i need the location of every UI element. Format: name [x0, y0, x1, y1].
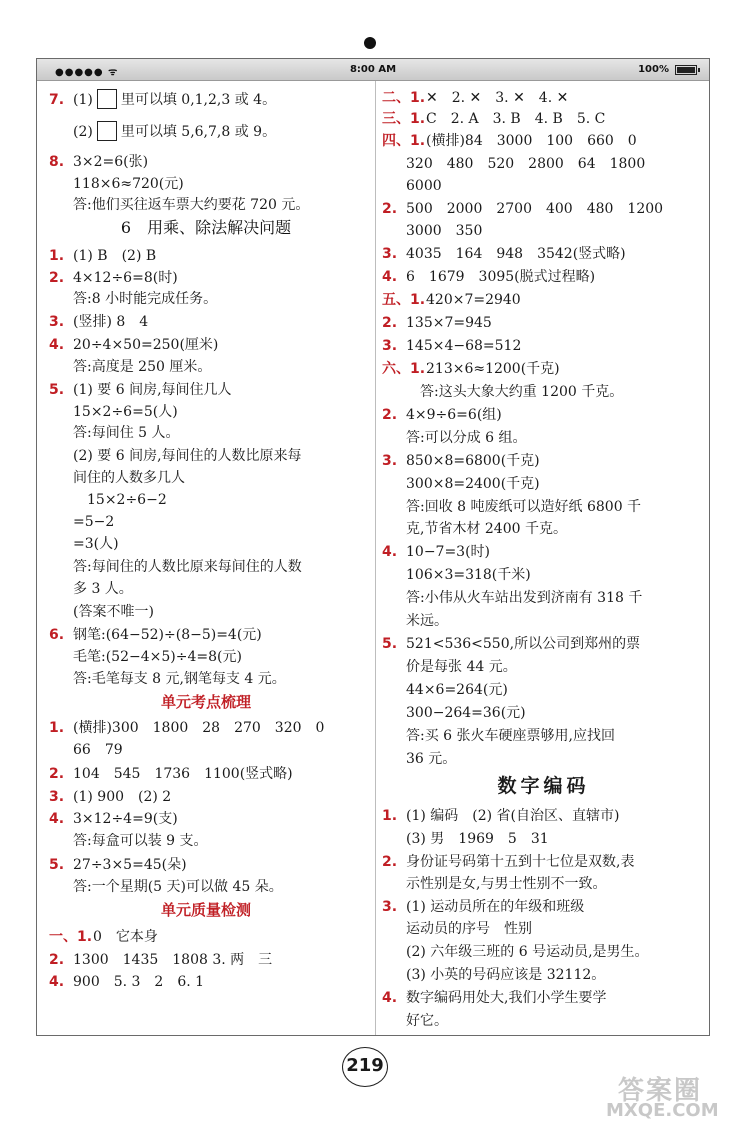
section-heading: 6 用乘、除法解决问题: [120, 218, 292, 237]
answer-text: 0 它本身: [93, 929, 158, 945]
right-answer-line: [376, 775, 710, 797]
question-number: 5.: [382, 636, 398, 652]
question-number: 4.: [382, 544, 398, 560]
answer-text: 运动员的序号 性别: [406, 921, 532, 937]
answer-text: =3(人): [73, 536, 119, 552]
question-number: 4.: [382, 990, 398, 1006]
question-number: 5.: [49, 857, 65, 873]
answer-text: 里可以填 5,6,7,8 或 9。: [120, 124, 277, 140]
answer-text: 身份证号码第十五到十七位是双数,表: [406, 854, 635, 870]
answer-text: 答:回收 8 吨废纸可以造好纸 6800 千: [406, 499, 642, 515]
answer-text: 答:每盒可以装 9 支。: [73, 833, 208, 849]
answer-text: 3×2=6(张): [73, 154, 149, 170]
answer-text: 420×7=2940: [426, 292, 521, 308]
answer-text: 213×6≈1200(千克): [426, 361, 560, 377]
answer-text: 间住的人数多几人: [73, 470, 185, 486]
answer-text: 答:高度是 250 厘米。: [73, 359, 212, 375]
answer-text: 答:一个星期(5 天)可以做 45 朵。: [73, 879, 283, 895]
answer-text: (3) 男 1969 5 31: [406, 831, 549, 847]
question-number: 3.: [382, 246, 398, 262]
answer-text: ✕ 2. ✕ 3. ✕ 4. ✕: [426, 90, 569, 106]
answer-text: (答案不唯一): [73, 604, 154, 620]
answer-text: 答:买 6 张火车硬座票够用,应找回: [406, 728, 615, 744]
answer-text: 1300 1435 1808 3. 两 三: [73, 952, 273, 968]
question-number: 1.: [382, 808, 398, 824]
answer-text: 里可以填 0,1,2,3 或 4。: [120, 92, 277, 108]
answer-text: 答:他们买往返车票大约要花 720 元。: [73, 197, 310, 213]
answer-text: 4×12÷6=8(时): [73, 270, 178, 286]
answer-text: (1) 运动员所在的年级和班级: [406, 899, 585, 915]
answer-text: 3000 350: [406, 223, 483, 239]
watermark-url: MXQE.COM: [606, 1100, 719, 1121]
answer-text: 300×8=2400(千克): [406, 476, 540, 492]
answer-text: 66 79: [73, 742, 123, 758]
answer-text: (竖排) 8 4: [73, 314, 149, 330]
sub-question-label: (2): [73, 124, 93, 140]
status-bar: [37, 59, 709, 81]
answer-text: (横排)84 3000 100 660 0: [426, 133, 637, 149]
question-number: 8.: [49, 154, 65, 170]
answer-text: 900 5. 3 2 6. 1: [73, 974, 205, 990]
question-number: 五、1.: [382, 292, 426, 308]
question-number: 3.: [49, 314, 65, 330]
battery-icon: [675, 65, 697, 75]
answer-text: 15×2÷6=5(人): [73, 404, 178, 420]
question-number: 2.: [382, 407, 398, 423]
answer-text: (1) 要 6 间房,每间住几人: [73, 382, 232, 398]
answer-text: 钢笔:(64−52)÷(8−5)=4(元): [73, 627, 262, 643]
camera-dot: [364, 37, 376, 49]
answer-text: 20÷4×50=250(厘米): [73, 337, 219, 353]
answer-text: 500 2000 2700 400 480 1200: [406, 201, 664, 217]
section-heading: 单元考点梳理: [160, 693, 251, 711]
answer-text: 多 3 人。: [73, 581, 133, 597]
answer-text: C 2. A 3. B 4. B 5. C: [426, 111, 606, 127]
answer-text: 示性别是女,与男士性别不一致。: [406, 876, 607, 892]
answer-text: 3×12÷4=9(支): [73, 811, 178, 827]
answer-text: 答:小伟从火车站出发到济南有 318 千: [406, 590, 643, 606]
answer-text: 44×6=264(元): [406, 682, 508, 698]
status-time: 8:00 AM: [349, 64, 397, 75]
answer-text: 106×3=318(千米): [406, 567, 531, 583]
question-number: 4.: [382, 269, 398, 285]
question-number: 4.: [49, 811, 65, 827]
answer-text: =5−2: [73, 514, 115, 530]
question-number: 2.: [49, 952, 65, 968]
answer-text: 米远。: [406, 613, 448, 629]
answer-text: 6 1679 3095(脱式过程略): [406, 269, 596, 285]
left-answer-line: [37, 217, 375, 239]
left-answer-line: [37, 691, 375, 713]
question-number: 3.: [382, 338, 398, 354]
answer-text: 数字编码用处大,我们小学生要学: [406, 990, 607, 1006]
answer-text: 4035 164 948 3542(竖式略): [406, 246, 626, 262]
answer-text: 118×6≈720(元): [73, 176, 184, 192]
answer-text: 6000: [406, 178, 442, 194]
question-number: 6.: [49, 627, 65, 643]
question-number: 2.: [382, 315, 398, 331]
column-divider: [375, 81, 376, 1035]
answer-text: 4×9÷6=6(组): [406, 407, 502, 423]
signal-indicator: ●●●●● ᯤ: [55, 67, 119, 78]
battery-percent: 100%: [638, 64, 669, 75]
answer-text: (2) 六年级三班的 6 号运动员,是男生。: [406, 944, 649, 960]
answer-text: 15×2÷6−2: [73, 492, 167, 508]
answer-text: 27÷3×5=45(朵): [73, 857, 187, 873]
blank-box: [97, 121, 117, 141]
answer-text: (1) 900 (2) 2: [73, 789, 172, 805]
question-number: 三、1.: [382, 111, 426, 127]
question-number: 2.: [382, 201, 398, 217]
question-number: 3.: [49, 789, 65, 805]
answer-text: 答:每间住 5 人。: [73, 425, 180, 441]
answer-text: 300−264=36(元): [406, 705, 526, 721]
question-number: 7.: [49, 92, 65, 108]
question-number: 3.: [382, 453, 398, 469]
answer-text: 135×7=945: [406, 315, 492, 331]
blank-box: [97, 89, 117, 109]
answer-text: 价是每张 44 元。: [406, 659, 517, 675]
answer-text: 答:8 小时能完成任务。: [73, 291, 218, 307]
answer-text: 毛笔:(52−4×5)÷4=8(元): [73, 649, 242, 665]
page-number: 219: [342, 1047, 388, 1087]
answer-text: (1) 编码 (2) 省(自治区、直辖市): [406, 808, 620, 824]
answer-text: (1) B (2) B: [73, 248, 157, 264]
watermark-logo: 答案圈: [618, 1076, 703, 1106]
question-number: 2.: [49, 766, 65, 782]
question-number: 4.: [49, 974, 65, 990]
section-heading: 数字编码: [497, 775, 590, 797]
question-number: 5.: [49, 382, 65, 398]
answer-text: 答:这头大象大约重 1200 千克。: [406, 384, 624, 400]
question-number: 1.: [49, 248, 65, 264]
question-number: 2.: [49, 270, 65, 286]
question-number: 2.: [382, 854, 398, 870]
question-number: 六、1.: [382, 361, 426, 377]
section-heading: 单元质量检测: [160, 901, 251, 919]
tablet-screen: [36, 58, 710, 1036]
answer-text: 答:每间住的人数比原来每间住的人数: [73, 559, 302, 575]
question-number: 4.: [49, 337, 65, 353]
question-number: 二、1.: [382, 90, 426, 106]
answer-text: 好它。: [406, 1013, 448, 1029]
answer-text: 36 元。: [406, 751, 457, 767]
answer-text: 克,节省木材 2400 千克。: [406, 521, 567, 537]
answer-text: 850×8=6800(千克): [406, 453, 540, 469]
left-answer-line: [37, 899, 375, 921]
answer-text: 104 545 1736 1100(竖式略): [73, 766, 293, 782]
answer-text: (3) 小英的号码应该是 32112。: [406, 967, 606, 983]
answer-text: (2) 要 6 间房,每间住的人数比原来每: [73, 448, 302, 464]
question-number: 一、1.: [49, 929, 93, 945]
answer-text: 521<536<550,所以公司到郑州的票: [406, 636, 641, 652]
question-number: 四、1.: [382, 133, 426, 149]
answer-text: 答:可以分成 6 组。: [406, 430, 527, 446]
question-number: 1.: [49, 720, 65, 736]
question-number: 3.: [382, 899, 398, 915]
answer-text: 10−7=3(时): [406, 544, 491, 560]
sub-question-label: (1): [73, 92, 93, 108]
answer-text: 320 480 520 2800 64 1800: [406, 156, 646, 172]
answer-text: 145×4−68=512: [406, 338, 522, 354]
answer-text: (横排)300 1800 28 270 320 0: [73, 720, 325, 736]
answer-text: 答:毛笔每支 8 元,钢笔每支 4 元。: [73, 671, 286, 687]
